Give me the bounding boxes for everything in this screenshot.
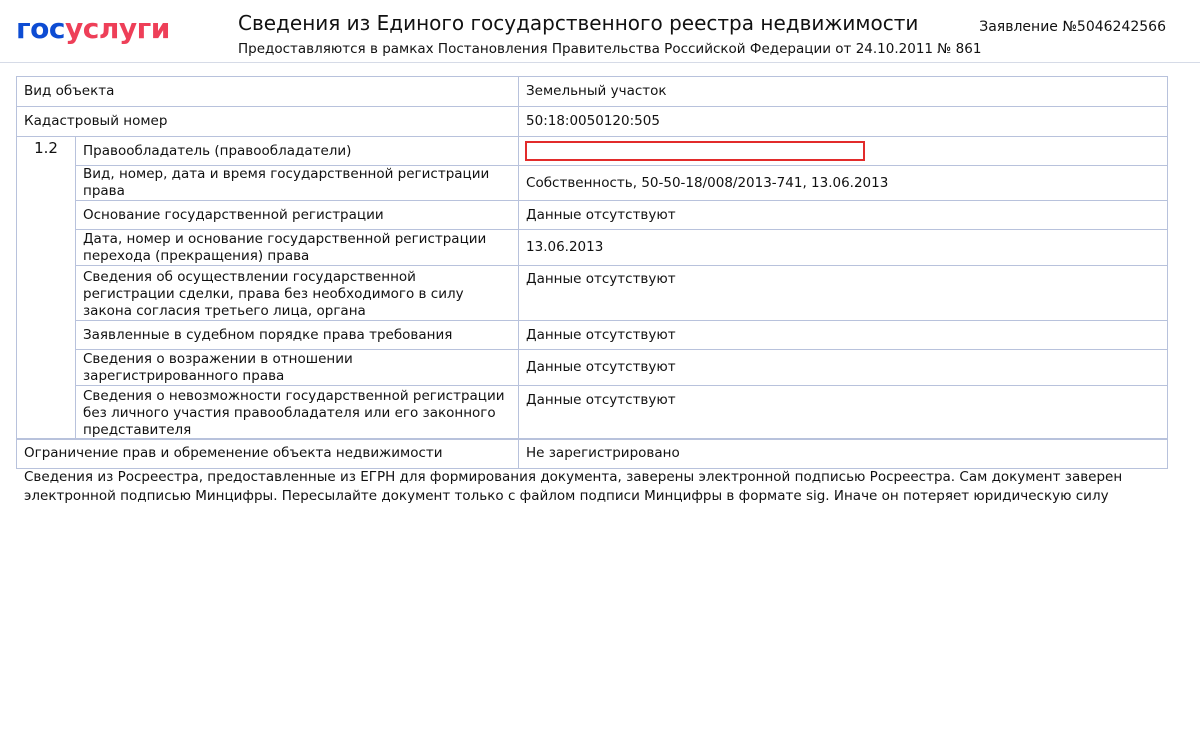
court-claims-label: Заявленные в судебном порядке права требования [76, 321, 519, 350]
document-title: Сведения из Единого государственного реестра недвижимости [238, 11, 919, 35]
gosuslugi-logo [16, 12, 170, 45]
restrictions-label: Ограничение прав и обременение объекта недвижимости [17, 439, 519, 469]
table-row [17, 321, 1168, 350]
header-divider [0, 62, 1200, 63]
table-row [17, 166, 1168, 201]
objection-value: Данные отсутствуют [519, 350, 1168, 386]
redacted-box [525, 141, 865, 161]
transfer-date-value: 13.06.2013 [519, 230, 1168, 266]
registration-info-value: Собственность, 50-50-18/008/2013-741, 13.06.2013 [519, 166, 1168, 201]
table-row [17, 137, 1168, 166]
object-type-value: Земельный участок [519, 77, 1168, 107]
right-holder-label: Правообладатель (правообладатели) [76, 137, 519, 166]
table-row [17, 350, 1168, 386]
table-row [17, 107, 1168, 137]
restrictions-table [16, 438, 1168, 469]
restrictions-value: Не зарегистрировано [519, 439, 1168, 469]
deal-without-consent-value: Данные отсутствуют [519, 266, 1168, 321]
object-type-label: Вид объекта [17, 77, 519, 107]
signature-footnote: Сведения из Росреестра, предоставленные из ЕГРН для формирования документа, заверены электронной подписью Росреестра. Сам документ заверен электронной подписью Минцифры. Пересылайте документ только с файлом подписи Минцифры в формате sig. Иначе он потеряет юридическую силу [24, 469, 1123, 504]
cadastral-number-value: 50:18:0050120:505 [519, 107, 1168, 137]
table-row [17, 230, 1168, 266]
table-row [17, 266, 1168, 321]
application-number: Заявление №5046242566 [979, 19, 1166, 35]
objection-label: Сведения о возражении в отношении зарегистрированного права [76, 350, 519, 386]
logo-part-1: гос [16, 12, 65, 45]
transfer-date-label: Дата, номер и основание государственной регистрации перехода (прекращения) права [76, 230, 519, 266]
registration-basis-label: Основание государственной регистрации [76, 201, 519, 230]
table-row [17, 386, 1168, 440]
section-number: 1.2 [17, 137, 76, 440]
deal-without-consent-label: Сведения об осуществлении государственной регистрации сделки, права без необходимого в силу закона согласия третьего лица, органа [76, 266, 519, 321]
impossibility-label: Сведения о невозможности государственной регистрации без личного участия правообладателя или его законного представителя [76, 386, 519, 440]
table-row [17, 201, 1168, 230]
right-holder-value [519, 137, 1168, 166]
logo-part-2: услуги [64, 12, 170, 45]
document-subtitle: Предоставляются в рамках Постановления Правительства Российской Федерации от 24.10.2011 № 861 [238, 41, 982, 57]
registration-info-label: Вид, номер, дата и время государственной регистрации права [76, 166, 519, 201]
registration-basis-value: Данные отсутствуют [519, 201, 1168, 230]
impossibility-value: Данные отсутствуют [519, 386, 1168, 440]
egrn-info-table [16, 76, 1168, 440]
table-row [17, 439, 1168, 469]
court-claims-value: Данные отсутствуют [519, 321, 1168, 350]
cadastral-number-label: Кадастровый номер [17, 107, 519, 137]
table-row [17, 77, 1168, 107]
